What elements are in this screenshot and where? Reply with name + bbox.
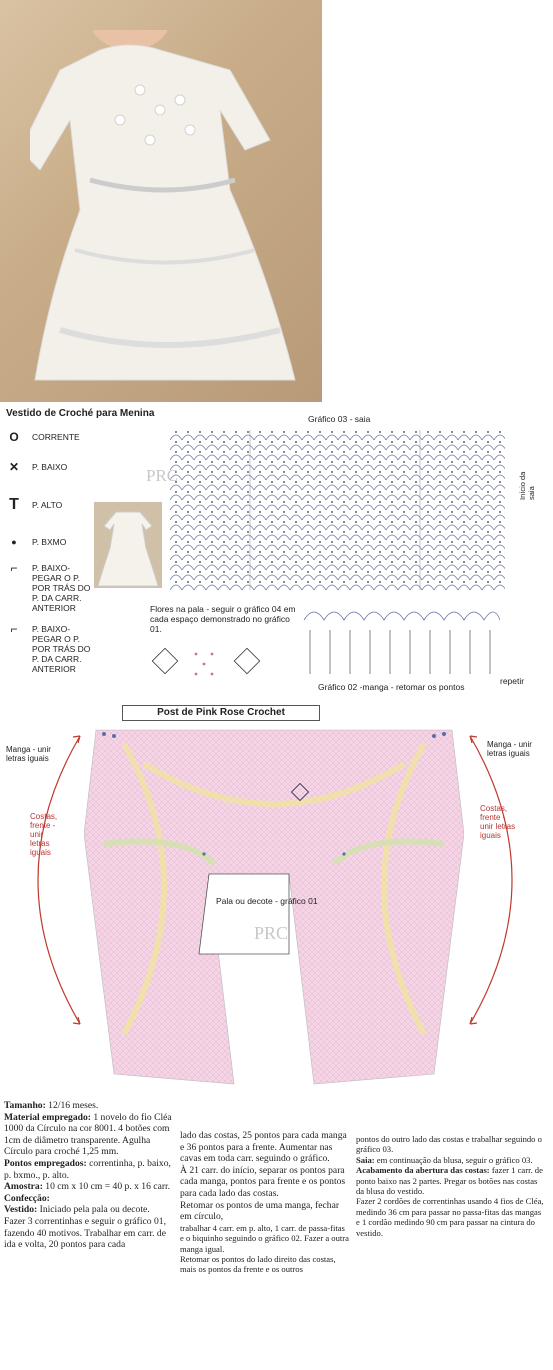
- instructions-col3: pontos do outro lado das costas e trabalhar seguindo o gráfico 03. Saia: em continuação da blusa, seguir o gráfico 03. Acabamento da abertura das costas: fazer 1 carr. de ponto baixo nas 2 partes. Pregar os botões nas costas da blusa do vestido. Fazer 2 cordões de correntinhas usando 4 fios de Cléa, medindo 36 cm para passar no passa-fitas das mangas e 1 cordão medindo 90 cm para passar na cintura do vestido.: [356, 1134, 544, 1238]
- grafico02-repetir: repetir: [500, 676, 525, 686]
- grafico02-sleeve-chart: [300, 600, 500, 676]
- arrow-left-icon: [6, 730, 86, 1030]
- grafico02-title: Gráfico 02 -manga - retomar os pontos: [318, 682, 465, 692]
- costas-right-label: Costas, frente - unir letras iguais: [480, 804, 516, 840]
- crochet-dress-illustration: [30, 30, 300, 390]
- flores-note: Flores na pala - seguir o gráfico 04 em cada espaço demonstrado no gráfico 01.: [150, 604, 296, 634]
- manga-left-label: Manga - unir letras iguais: [6, 745, 51, 763]
- manga-right-label: Manga - unir letras iguais: [487, 740, 532, 758]
- circle-icon: O: [9, 430, 19, 444]
- arrow-right-icon: [464, 730, 544, 1030]
- grafico03-title: Gráfico 03 - saia: [308, 414, 371, 424]
- instructions-col1: Tamanho: 12/16 meses. Material empregado: 1 novelo do fio Cléa 1000 da Círculo na cor 8001. 4 botões com 1cm de diâmetro transparente. Agulha Círculo para croché 1,25 mm. Pontos empregados: correntinha, p. baixo, p. bxmo., p. alto. Amostra: 10 cm x 10 cm = 40 p. x 16 carr. Confecção: Vestido: Iniciado pela pala ou decote. Fazer 3 correntinhas e seguir o gráfico 01, fazendo 40 motivos. Trabalhar em carr. de ida e volta, 20 pontos para cada: [4, 1100, 172, 1251]
- hook-t-icon: ⌐: [10, 622, 18, 636]
- watermark: PRC: [146, 466, 179, 485]
- legend-item: ● P. BXMO: [6, 537, 66, 547]
- grafico03-start-label: Início da saia: [518, 471, 536, 500]
- hook-x-icon: ⌐: [10, 561, 18, 575]
- dot-icon: ●: [11, 537, 17, 547]
- costas-left-label: Costas, frente - unir letras iguais: [30, 812, 58, 857]
- grafico03-mesh-chart: [170, 430, 515, 590]
- grafico01-title: Pala ou decote - gráfico 01: [216, 896, 318, 906]
- x-icon: ✕: [8, 460, 20, 474]
- grafico01-yoke-chart: [84, 724, 464, 1090]
- dress-thumbnail: [94, 502, 162, 588]
- watermark: PRC: [254, 923, 289, 943]
- tall-stitch-icon: T: [9, 496, 19, 513]
- dress-photo: [0, 0, 322, 402]
- instructions-col2: lado das costas, 25 pontos para cada manga e 36 pontos para a frente. Aumentar nas cavas em toda carr. seguindo o gráfico. À 21 carr. do início, separar os pontos para cada manga, pontos para frente e os pontos para cada lado das costas. Retomar os pontos de uma manga, fechar em círculo, trabalhar 4 carr. em p. alto, 1 carr. de passa-fitas e o biquinho seguindo o gráfico 02. Fazer a outra manga igual. Retomar os pontos do lado direito das costas, mais os pontos da frente e os outros: [180, 1130, 349, 1275]
- pattern-title: Vestido de Croché para Menina: [6, 408, 155, 419]
- legend-item: ✕ P. BAIXO: [6, 462, 67, 472]
- legend-item: T P. ALTO: [6, 500, 62, 510]
- legend-item: ⌐ P. BAIXO- PEGAR O P. POR TRÁS DO P. DA CARR. ANTERIOR: [6, 624, 90, 674]
- flower-motif-chart: [146, 642, 266, 690]
- legend-item: O CORRENTE: [6, 432, 80, 442]
- legend-item: ⌐ P. BAIXO- PEGAR O P. POR TRÁS DO P. DA CARR. ANTERIOR: [6, 563, 90, 613]
- post-banner: Post de Pink Rose Crochet: [122, 705, 320, 721]
